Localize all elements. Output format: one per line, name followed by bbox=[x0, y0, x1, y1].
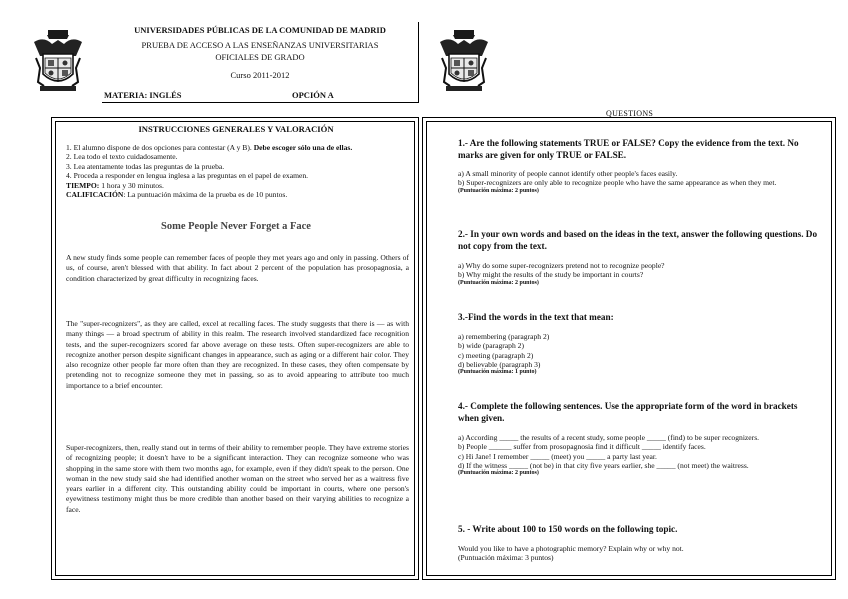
exam-name-line1: PRUEBA DE ACCESO A LAS ENSEÑANZAS UNIVERSITARIAS bbox=[141, 40, 379, 50]
question-1-b: b) Super-recognizers are only able to recognize people who have the same appearance as when they met. bbox=[458, 178, 777, 188]
right-panel bbox=[422, 117, 836, 580]
question-1 bbox=[458, 137, 818, 194]
question-5 bbox=[458, 523, 818, 563]
question-4-points: (Puntuación máxima: 2 puntos) bbox=[458, 470, 539, 477]
time-label: TIEMPO: bbox=[66, 180, 100, 190]
subject-label: MATERIA: INGLÉS bbox=[104, 90, 182, 100]
question-4-c: c) Hi Jane! I remember _____ (meet) you _____ a party last year. bbox=[458, 451, 657, 461]
instruction-1a: 1. El alumno dispone de dos opciones para contestar (A y B). bbox=[66, 143, 254, 152]
question-1-points: (Puntuación máxima: 2 puntos) bbox=[458, 187, 539, 194]
article-paragraph-2: The "super-recognizers", as they are called, excel at recalling faces. The study suggests that there is — as with many things — a broad spectrum of ability in this realm. The research involved standardized face recognition tests, and the super-recognizers scored far above average on these tests. Often super-recognizers are able to recognize another person despite significant changes in appearance, such as aging or a different hair color. They also recognize other people far more often than they are recognized. In these cases, they often compensate by pretending not to recognize someone they met in passing, so as to avoid appearing to attribute too much importance to a brief encounter. bbox=[66, 319, 409, 390]
question-3-points: (Puntuación máxima: 1 punto) bbox=[458, 369, 537, 376]
question-1-title: 1.- Are the following statements TRUE or FALSE? Copy the evidence from the text. No marks are given for only TRUE or FALSE. bbox=[458, 138, 799, 160]
question-4-title: 4.- Complete the following sentences. Use the appropriate form of the word in brackets when given. bbox=[458, 401, 798, 423]
question-4-a: a) According _____ the results of a recent study, some people _____ (find) to be super recognizers. bbox=[458, 433, 760, 442]
question-2-title: 2.- In your own words and based on the ideas in the text, answer the following questions. Do not copy from the text. bbox=[458, 229, 818, 251]
question-4 bbox=[458, 400, 818, 476]
exam-header bbox=[102, 22, 419, 103]
instructions-title: INSTRUCCIONES GENERALES Y VALORACIÓN bbox=[138, 124, 334, 134]
question-3-title: 3.-Find the words in the text that mean: bbox=[458, 312, 614, 322]
grade-label: CALIFICACIÓN bbox=[66, 190, 124, 200]
instruction-1b: Debe escoger sólo una de ellas. bbox=[253, 143, 353, 152]
left-panel bbox=[51, 117, 419, 580]
question-2-a: a) Why do some super-recognizers pretend not to recognize people? bbox=[458, 261, 665, 270]
question-3-c: c) meeting (paragraph 2) bbox=[458, 350, 534, 360]
article-paragraph-1: A new study finds some people can remember faces of people they met years ago and only in passing. Others of us, of course, aren't blessed with that ability. In fact about 2 percent of the population has prosopagnosia, a condition characterized by great difficulty in recognizing faces. bbox=[66, 253, 409, 283]
university-crest-icon bbox=[436, 28, 492, 94]
question-2-b: b) Why might the results of the study be important in courts? bbox=[458, 270, 644, 280]
question-5-title: 5. - Write about 100 to 150 words on the following topic. bbox=[458, 524, 678, 534]
university-name: UNIVERSIDADES PÚBLICAS DE LA COMUNIDAD DE MADRID bbox=[134, 25, 386, 35]
question-2 bbox=[458, 228, 818, 286]
question-4-b: b) People ______ suffer from prosopagnosia find it difficult _____ identify faces. bbox=[458, 442, 706, 452]
instructions-list bbox=[66, 143, 411, 199]
question-2-points: (Puntuación máxima: 2 puntos) bbox=[458, 279, 539, 286]
questions-heading: QUESTIONS bbox=[606, 109, 654, 118]
question-3 bbox=[458, 311, 818, 375]
question-3-d: d) believable (paragraph 3) bbox=[458, 359, 541, 369]
question-3-b: b) wide (paragraph 2) bbox=[458, 341, 524, 351]
instruction-4: 4. Proceda a responder en lengua inglesa a las preguntas en el papel de examen. bbox=[66, 171, 309, 181]
university-crest-icon bbox=[30, 28, 86, 94]
option-label: OPCIÓN A bbox=[292, 90, 334, 100]
article-title: Some People Never Forget a Face bbox=[161, 221, 311, 232]
exam-name-line2: OFICIALES DE GRADO bbox=[215, 52, 305, 62]
instruction-2: 2. Lea todo el texto cuidadosamente. bbox=[66, 152, 178, 162]
course-year: Curso 2011-2012 bbox=[230, 70, 290, 80]
question-4-d: d) If the witness _____ (not be) in that city five years earlier, she _____ (not meet) the waitress. bbox=[458, 460, 749, 470]
instruction-3: 3. Lea atentamente todas las preguntas de la prueba. bbox=[66, 161, 225, 171]
question-3-a: a) remembering (paragraph 2) bbox=[458, 332, 550, 341]
question-1-a: a) A small minority of people cannot identify other people's faces easily. bbox=[458, 169, 678, 178]
question-5-points: (Puntuación máxima: 3 puntos) bbox=[458, 553, 554, 563]
question-5-a: Would you like to have a photographic memory? Explain why or why not. bbox=[458, 544, 684, 553]
time-value: 1 hora y 30 minutos. bbox=[99, 180, 164, 190]
article-paragraph-3: Super-recognizers, then, really stand out in terms of their ability to remember people. They have extreme stories of recognizing people; it doesn't have to be a significant interaction. They can recognize someone who was shopping in the same store with them two months ago, for example, even if they didn't speak to the person. One woman in the new study said she had identified another woman on the street who served her as a waitress five years earlier in a different city. This outstanding ability could be important in courts, where one person's eyewitness testimony might thus be more credible than another based on their varying abilities to recognize a face. bbox=[66, 443, 409, 514]
grade-value: : La puntuación máxima de la prueba es de 10 puntos. bbox=[123, 190, 288, 200]
